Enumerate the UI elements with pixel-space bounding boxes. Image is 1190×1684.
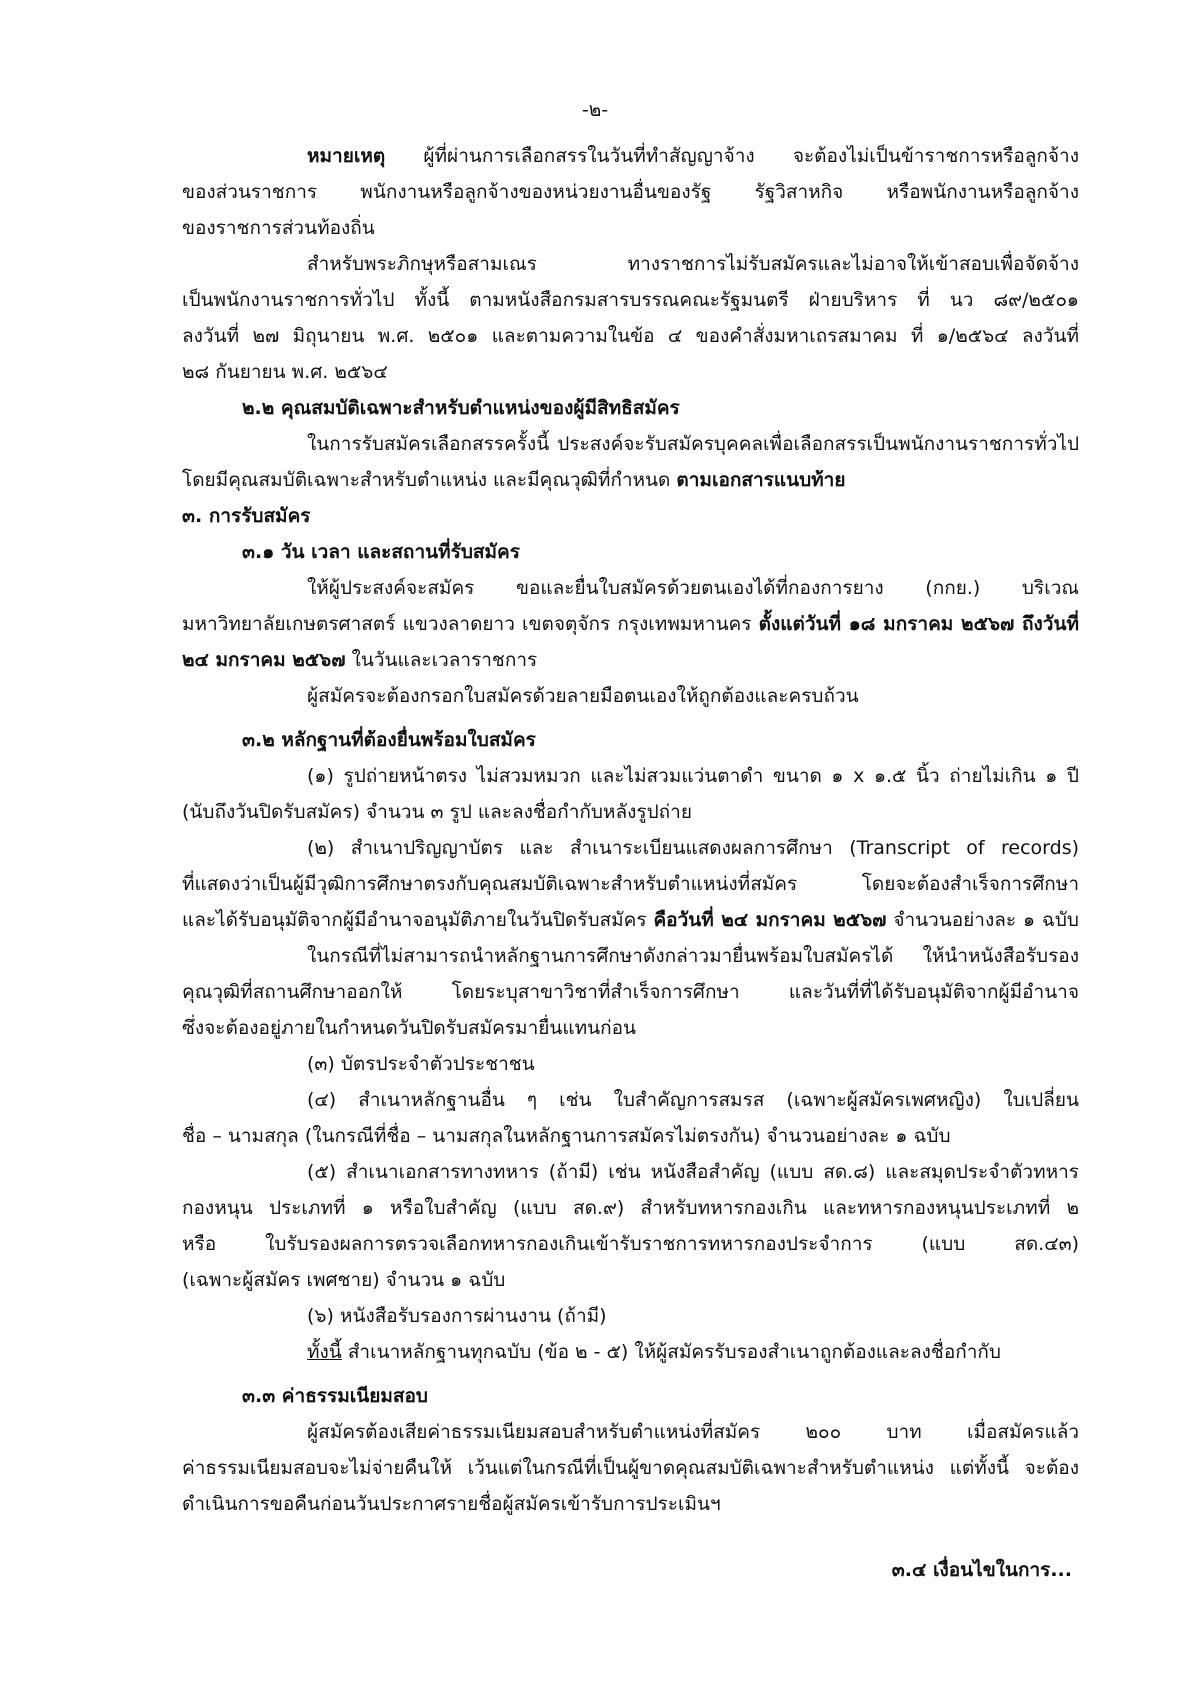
text: สำเนาหลักฐานทุกฉบับ (ข้อ ๒ - ๕) ให้ผู้สมัครรับรองสำเนาถูกต้องและลงชื่อกำกับ — [341, 1341, 1001, 1363]
s33-line-3: ดำเนินการขอคืนก่อนวันประกาศรายชื่อผู้สมัครเข้ารับการประเมินฯ — [182, 1493, 721, 1515]
s32-item-1b: (นับถึงวันปิดรับสมัคร) จำนวน ๓ รูป และลงชื่อกำกับหลังรูปถ่าย — [182, 801, 692, 823]
s32-cond-1: ในกรณีที่ไม่สามารถนำหลักฐานการศึกษาดังกล่าวมายื่นพร้อมใบสมัครได้ ให้นำหนังสือรับรอง — [307, 945, 1079, 967]
section-2-2-heading: ๒.๒ คุณสมบัติเฉพาะสำหรับตำแหน่งของผู้มีสิทธิสมัคร — [242, 397, 680, 419]
s32-item-1a: (๑) รูปถ่ายหน้าตรง ไม่สวมหมวก และไม่สวมแว่นตาดำ ขนาด ๑ x ๑.๕ นิ้ว ถ่ายไม่เกิน ๑ ปี — [307, 765, 1079, 787]
continuation-footer: ๓.๔ เงื่อนไขในการ... — [891, 1559, 1072, 1581]
text: จำนวนอย่างละ ๑ ฉบับ — [886, 909, 1079, 931]
s31-line-1: ให้ผู้ประสงค์จะสมัคร ขอและยื่นใบสมัครด้วยตนเองได้ที่กองการยาง (กกย.) บริเวณ — [307, 577, 1079, 599]
s32-item-4a: (๔) สำเนาหลักฐานอื่น ๆ เช่น ใบสำคัญการสมรส (เฉพาะผู้สมัครเพศหญิง) ใบเปลี่ยน — [307, 1089, 1079, 1111]
text: มหาวิทยาลัยเกษตรศาสตร์ แขวงลาดยาว เขตจตุจักร กรุงเทพมหานคร — [182, 613, 759, 635]
note-line-2: ของส่วนราชการ พนักงานหรือลูกจ้างของหน่วยงานอื่นของรัฐ รัฐวิสาหกิจ หรือพนักงานหรือลูกจ้าง — [182, 181, 1079, 203]
section-3-3-heading: ๓.๓ ค่าธรรมเนียมสอบ — [242, 1385, 428, 1407]
s32-item-5d: (เฉพาะผู้สมัคร เพศชาย) จำนวน ๑ ฉบับ — [182, 1269, 506, 1291]
note-line-1 — [182, 138, 1079, 174]
s32-item-5a: (๕) สำเนาเอกสารทางทหาร (ถ้ามี) เช่น หนังสือสำคัญ (แบบ สด.๘) และสมุดประจำตัวทหาร — [307, 1161, 1079, 1183]
s32-cond-3: ซึ่งจะต้องอยู่ภายในกำหนดวันปิดรับสมัครมายื่นแทนก่อน — [182, 1017, 637, 1039]
s32-item-5b: กองหนุน ประเภทที่ ๑ หรือใบสำคัญ (แบบ สด.๙) สำหรับทหารกองเกิน และทหารกองหนุนประเภทที่ ๒ — [182, 1197, 1079, 1219]
monk-line-2: เป็นพนักงานราชการทั่วไป ทั้งนี้ ตามหนังสือกรมสารบรรณคณะรัฐมนตรี ฝ่ายบริหาร ที่ นว ๘๙/๒๕๐๑ — [182, 289, 1079, 311]
s31-line-3 — [182, 642, 1079, 678]
text-bold: ๒๔ มกราคม ๒๕๖๗ — [182, 649, 346, 671]
text-bold: คือวันที่ ๒๔ มกราคม ๒๕๖๗ — [653, 909, 887, 931]
s31-line-4: ผู้สมัครจะต้องกรอกใบสมัครด้วยลายมือตนเองให้ถูกต้องและครบถ้วน — [307, 685, 859, 707]
text-underline: ทั้งนี้ — [307, 1341, 342, 1363]
monk-line-4: ๒๘ กันยายน พ.ศ. ๒๕๖๔ — [182, 361, 388, 383]
text: และได้รับอนุมัติจากผู้มีอำนาจอนุมัติภายในวันปิดรับสมัคร — [182, 909, 654, 931]
s32-note — [182, 1334, 1079, 1370]
s32-item-6: (๖) หนังสือรับรองการผ่านงาน (ถ้ามี) — [307, 1305, 607, 1327]
page-number: -๒- — [581, 99, 609, 121]
note-line-3: ของราชการส่วนท้องถิ่น — [182, 217, 375, 239]
s32-item-4b: ชื่อ – นามสกุล (ในกรณีที่ชื่อ – นามสกุลในหลักฐานการสมัครไม่ตรงกัน) จำนวนอย่างละ ๑ ฉบับ — [182, 1125, 951, 1147]
note-label: หมายเหตุ — [307, 145, 386, 167]
s33-line-2: ค่าธรรมเนียมสอบจะไม่จ่ายคืนให้ เว้นแต่ในกรณีที่เป็นผู้ขาดคุณสมบัติเฉพาะสำหรับตำแหน่ง แต่ทั้งนี้ จะต้อง — [182, 1457, 1079, 1479]
text: โดยมีคุณสมบัติเฉพาะสำหรับตำแหน่ง และมีคุณวุฒิที่กำหนด — [182, 469, 677, 491]
s32-item-2a: (๒) สำเนาปริญญาบัตร และ สำเนาระเบียนแสดงผลการศึกษา (Transcript of records) — [307, 837, 1079, 859]
section-3-heading: ๓. การรับสมัคร — [182, 505, 311, 527]
section-3-2-heading: ๓.๒ หลักฐานที่ต้องยื่นพร้อมใบสมัคร — [242, 729, 536, 751]
s32-item-3: (๓) บัตรประจำตัวประชาชน — [307, 1053, 535, 1075]
monk-line-1: สำหรับพระภิกษุหรือสามเณร ทางราชการไม่รับสมัครและไม่อาจให้เข้าสอบเพื่อจัดจ้าง — [307, 253, 1079, 275]
s32-item-5c: หรือ ใบรับรองผลการตรวจเลือกทหารกองเกินเข้ารับราชการทหารกองประจำการ (แบบ สด.๔๓) — [182, 1233, 1079, 1255]
text: ผู้ที่ผ่านการเลือกสรรในวันที่ทำสัญญาจ้าง จะต้องไม่เป็นข้าราชการหรือลูกจ้าง — [385, 145, 1079, 167]
s32-cond-2: คุณวุฒิที่สถานศึกษาออกให้ โดยระบุสาขาวิชาที่สำเร็จการศึกษา และวันที่ที่ได้รับอนุมัติจากผู้มีอำนาจ — [182, 981, 1079, 1003]
monk-line-3: ลงวันที่ ๒๗ มิถุนายน พ.ศ. ๒๕๐๑ และตามความในข้อ ๔ ของคำสั่งมหาเถรสมาคม ที่ ๑/๒๕๖๔ ลงวันที่ — [182, 325, 1079, 347]
text-bold: ตามเอกสารแนบท้าย — [676, 469, 846, 491]
s31-line-2 — [182, 606, 1079, 642]
s32-item-2c — [182, 902, 1079, 938]
text: ในวันและเวลาราชการ — [345, 649, 538, 671]
s22-line-2 — [182, 462, 1079, 498]
s22-line-1: ในการรับสมัครเลือกสรรครั้งนี้ ประสงค์จะรับสมัครบุคคลเพื่อเลือกสรรเป็นพนักงานราชการทั่วไป — [307, 433, 1079, 455]
text-bold: ตั้งแต่วันที่ ๑๘ มกราคม ๒๕๖๗ ถึงวันที่ — [758, 613, 1079, 635]
s33-line-1: ผู้สมัครต้องเสียค่าธรรมเนียมสอบสำหรับตำแหน่งที่สมัคร ๒๐๐ บาท เมื่อสมัครแล้ว — [307, 1421, 1079, 1443]
section-3-1-heading: ๓.๑ วัน เวลา และสถานที่รับสมัคร — [242, 541, 520, 563]
document-body — [182, 138, 1079, 1522]
s32-item-2b: ที่แสดงว่าเป็นผู้มีวุฒิการศึกษาตรงกับคุณสมบัติเฉพาะสำหรับตำแหน่งที่สมัคร โดยจะต้องสำเร็จการศึกษา — [182, 873, 1079, 895]
